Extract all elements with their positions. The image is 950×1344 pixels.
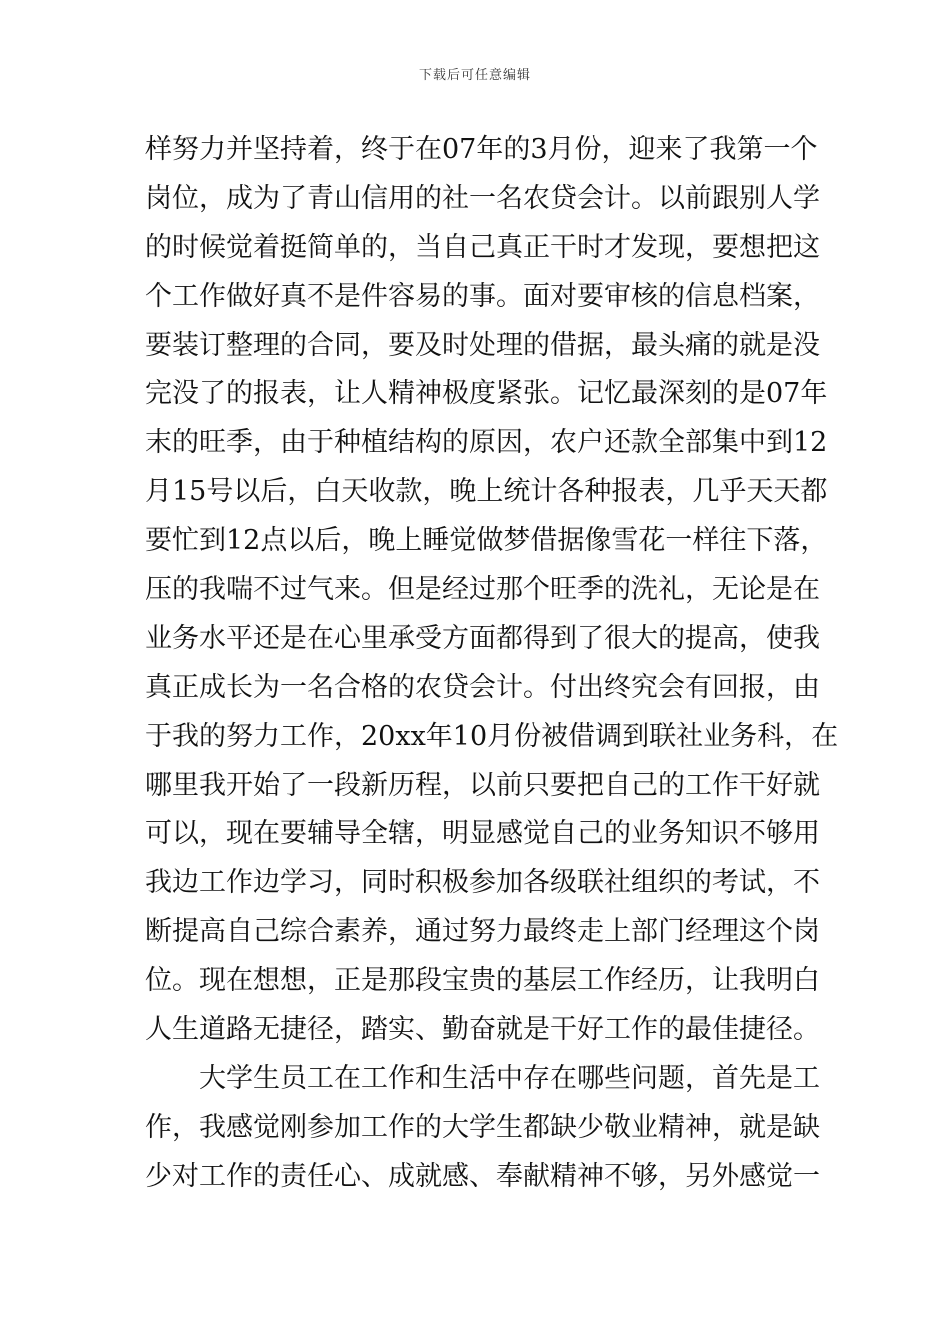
- text-line: 位。现在想想，正是那段宝贵的基层工作经历，让我明白: [145, 965, 820, 997]
- text-line: 月15号以后，白天收款，晚上统计各种报表，几乎天天都: [145, 476, 828, 508]
- text-line: 业务水平还是在心里承受方面都得到了很大的提高，使我: [145, 622, 820, 654]
- text-line: 我边工作边学习，同时积极参加各级联社组织的考试，不: [145, 867, 820, 899]
- text-line: 末的旺季，由于种植结构的原因，农户还款全部集中到12: [145, 427, 828, 459]
- text-line: 作，我感觉刚参加工作的大学生都缺少敬业精神，就是缺: [145, 1111, 820, 1143]
- text-line: 可以，现在要辅导全辖，明显感觉自己的业务知识不够用: [145, 818, 820, 850]
- text-line: 压的我喘不过气来。但是经过那个旺季的洗礼，无论是在: [145, 574, 820, 606]
- text-line: 要装订整理的合同，要及时处理的借据，最头痛的就是没: [145, 329, 820, 361]
- text-line: 的时候觉着挺简单的，当自己真正干时才发现，要想把这: [145, 231, 820, 263]
- text-line: 少对工作的责任心、成就感、奉献精神不够，另外感觉一: [145, 1160, 820, 1192]
- text-line: 个工作做好真不是件容易的事。面对要审核的信息档案，: [145, 280, 820, 312]
- text-line: 人生道路无捷径，踏实、勤奋就是干好工作的最佳捷径。: [145, 1014, 820, 1046]
- text-line: 样努力并坚持着，终于在07年的3月份，迎来了我第一个: [145, 134, 818, 165]
- text-line: 要忙到12点以后，晚上睡觉做梦借据像雪花一样往下落，: [145, 525, 828, 557]
- paragraph-2: [145, 1055, 820, 1202]
- text-line: 大学生员工在工作和生活中存在哪些问题，首先是工: [199, 1062, 820, 1094]
- text-line: 完没了的报表，让人精神极度紧张。记忆最深刻的是07年: [145, 378, 828, 410]
- document-body: [145, 126, 839, 1202]
- text-line: 真正成长为一名合格的农贷会计。付出终究会有回报，由: [145, 671, 820, 703]
- paragraph-1: [145, 126, 839, 1055]
- text-line: 哪里我开始了一段新历程，以前只要把自己的工作干好就: [145, 769, 820, 801]
- text-line: 于我的努力工作，20xx年10月份被借调到联社业务科，在: [145, 720, 839, 752]
- text-line: 断提高自己综合素养，通过努力最终走上部门经理这个岗: [145, 916, 820, 948]
- text-line: 岗位，成为了青山信用的社一名农贷会计。以前跟别人学: [145, 182, 820, 214]
- page-header-note: 下载后可任意编辑: [418, 68, 531, 83]
